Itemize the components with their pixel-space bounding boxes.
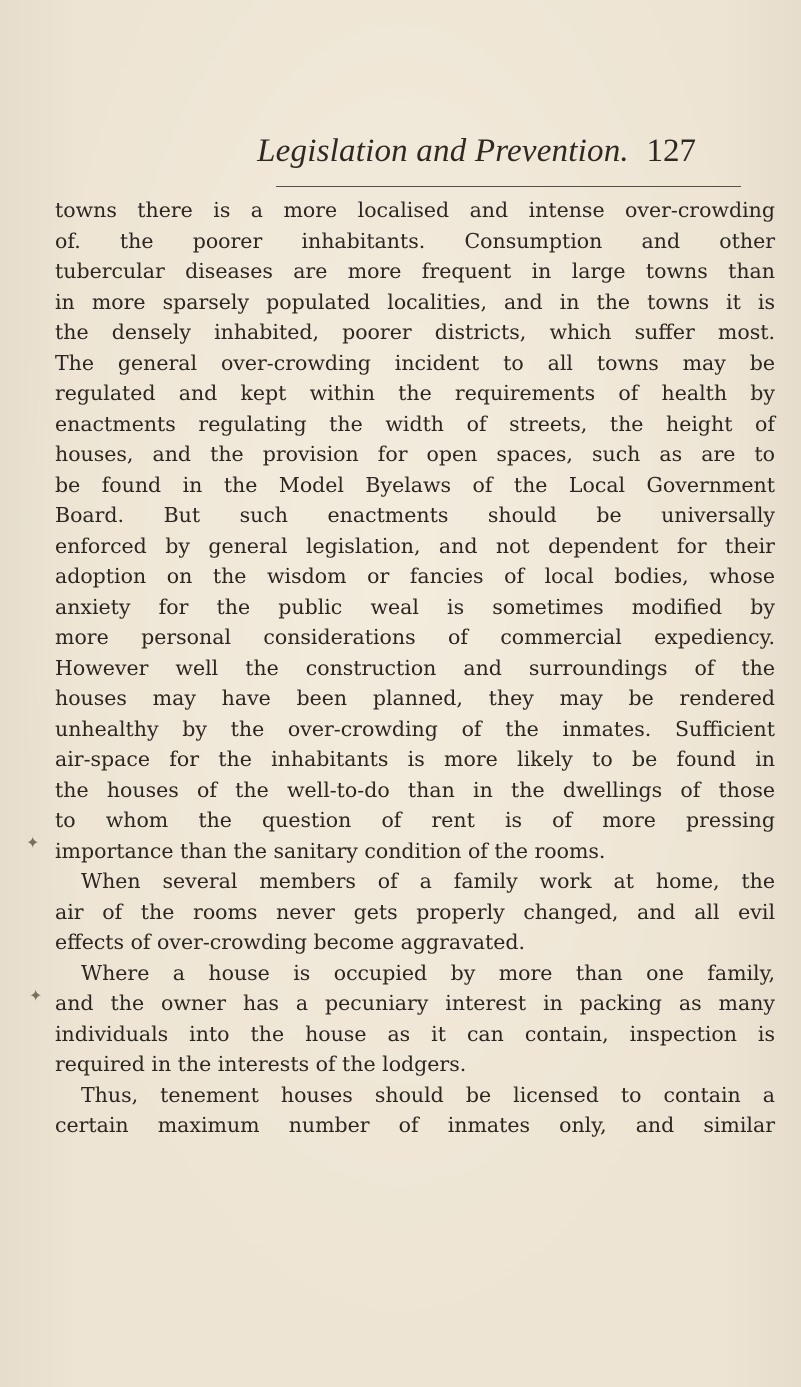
text-line: required in the interests of the lodgers. (55, 1052, 467, 1076)
margin-speck-icon: ✦ (26, 833, 40, 852)
text-line: houses may have been planned, they may be rendered (55, 686, 775, 710)
text-line: in more sparsely populated localities, and in the towns it is (55, 289, 775, 314)
text-line: air-space for the inhabitants is more likely to be found in (55, 747, 775, 771)
text-line: tubercular diseases are more frequent in large towns than (55, 259, 775, 283)
running-head (248, 129, 778, 179)
text-line: The general over-crowding incident to all towns may be (55, 350, 775, 375)
text-line: of. the poorer inhabitants. Consumption and other (55, 228, 775, 253)
text-line: enforced by general legislation, and not dependent for their (55, 533, 775, 558)
running-head-title: Legislation and Prevention. (257, 133, 629, 169)
text-line: Where a house is occupied by more than one family, (81, 960, 775, 985)
text-line: unhealthy by the over-crowding of the inmates. Sufficient (55, 716, 775, 741)
text-line: effects of over-crowding become aggravated. (55, 930, 525, 954)
text-line: importance than the sanitary condition of the rooms. (55, 838, 606, 863)
text-line: However well the construction and surroundings of the (55, 655, 775, 680)
text-line: to whom the question of rent is of more pressing (55, 808, 775, 832)
text-line: the densely inhabited, poorer districts, which suffer most. (55, 320, 775, 344)
text-line: the houses of the well-to-do than in the dwellings of those (55, 777, 775, 802)
text-line: certain maximum number of inmates only, and similar (55, 1113, 775, 1137)
body-text (55, 195, 775, 1141)
text-line: When several members of a family work at home, the (81, 869, 775, 893)
text-line: be found in the Model Byelaws of the Local Government (55, 472, 775, 497)
text-line: regulated and kept within the requirements of health by (55, 381, 775, 405)
text-line: Thus, tenement houses should be licensed to contain a (81, 1082, 775, 1107)
text-line: air of the rooms never gets properly changed, and all evil (55, 899, 775, 924)
text-line: individuals into the house as it can contain, inspection is (55, 1021, 775, 1046)
page-number: 127 (646, 133, 696, 169)
text-line: anxiety for the public weal is sometimes modified by (55, 594, 775, 619)
text-line: more personal considerations of commercial expediency. (55, 625, 775, 649)
text-line: towns there is a more localised and intense over-crowding (55, 198, 775, 222)
text-line: enactments regulating the width of streets, the height of (55, 411, 775, 436)
text-line: Board. But such enactments should be universally (55, 503, 775, 527)
text-line: and the owner has a pecuniary interest in packing as many (55, 991, 775, 1015)
margin-speck-icon: ✦ (29, 986, 43, 1005)
text-line: adoption on the wisdom or fancies of local bodies, whose (55, 564, 775, 588)
header-rule (276, 186, 741, 187)
text-line: houses, and the provision for open spaces, such as are to (55, 442, 775, 466)
